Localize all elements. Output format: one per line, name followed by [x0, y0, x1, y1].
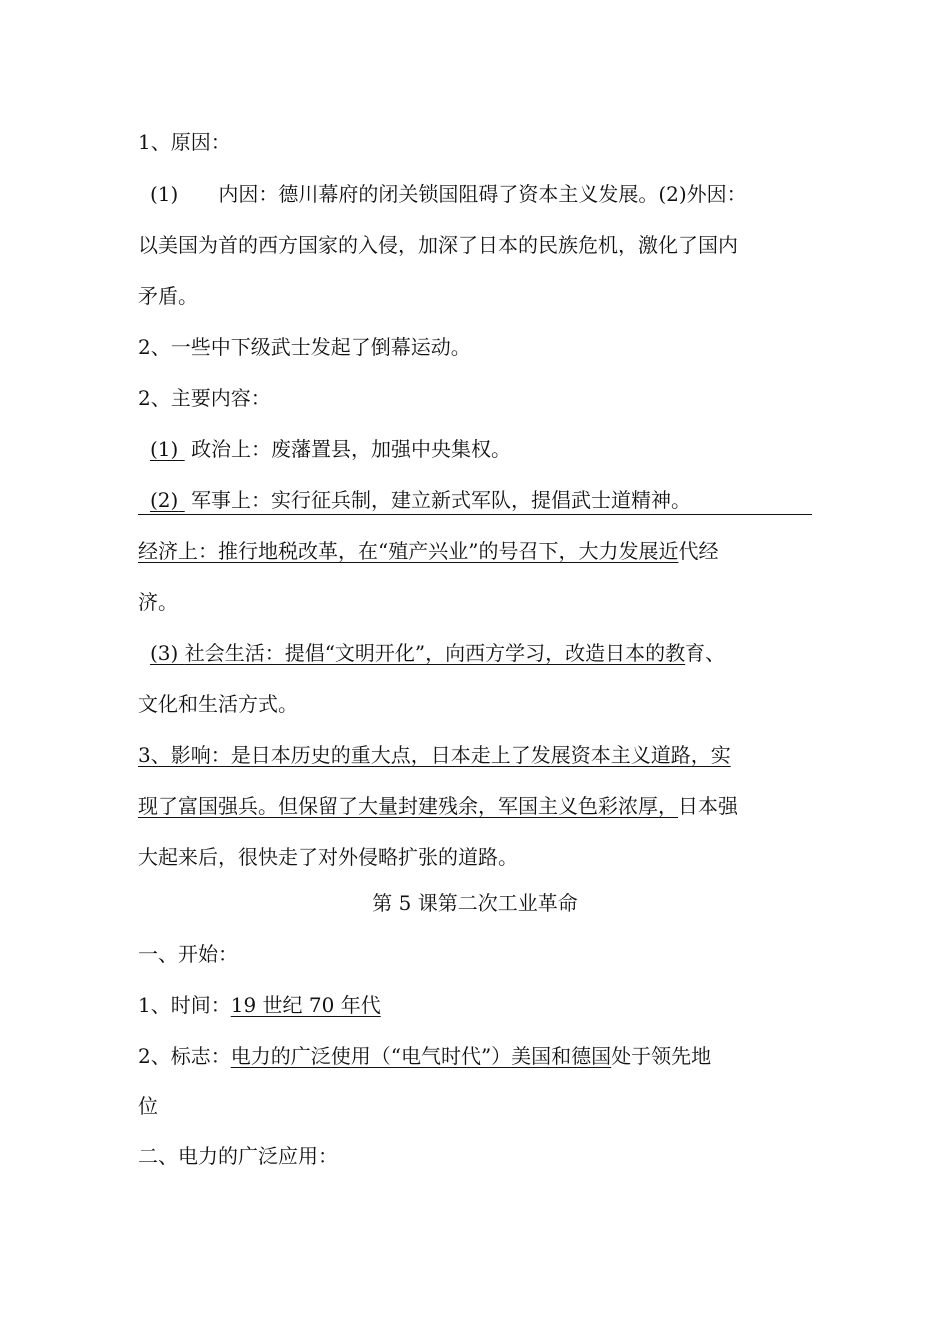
- line-economy: 经济上：推行地税改革，在“殖产兴业”的号召下，大力发展近代经: [138, 539, 719, 563]
- line-internal-cause: (1) 内因：德川幕府的闭关锁国阻碍了资本主义发展。(2)外因：: [150, 182, 747, 206]
- line-text: 位: [138, 1094, 158, 1118]
- line-text: 2、一些中下级武士发起了倒幕运动。: [138, 335, 471, 359]
- line-impact-cont: 现了富国强兵。但保留了大量封建残余，军国主义色彩浓厚，日本强: [138, 794, 738, 818]
- line-text: 大起来后，很快走了对外侵略扩张的道路。: [138, 845, 518, 869]
- line-external-cause: 以美国为首的西方国家的入侵，加深了日本的民族危机，激化了国内: [138, 233, 738, 257]
- item-marker: (1): [150, 182, 179, 206]
- line-section-heading: 二、电力的广泛应用：: [138, 1144, 338, 1168]
- line-text: 济。: [138, 590, 178, 614]
- item-marker: (1): [150, 437, 179, 461]
- line-start-heading: 一、开始：: [138, 942, 238, 966]
- line-sign: 2、标志：电力的广泛使用（“电气时代”）美国和德国处于领先地: [138, 1044, 712, 1068]
- line-text: 文化和生活方式。: [138, 692, 298, 716]
- item-marker: (2): [150, 488, 179, 512]
- line-reason-heading: 1、原因：: [138, 130, 231, 154]
- line-text: 矛盾。: [138, 284, 198, 308]
- item-marker: (3): [150, 641, 179, 665]
- horizontal-rule: [138, 514, 812, 515]
- line-time: 1、时间：19 世纪 70 年代: [138, 993, 381, 1017]
- line-politics: (1) 政治上：废藩置县，加强中央集权。: [150, 437, 512, 461]
- line-impact: 3、影响：是日本历史的重大点，日本走上了发展资本主义道路，实: [138, 743, 731, 767]
- line-military: (2) 军事上：实行征兵制，建立新式军队，提倡武士道精神。: [150, 488, 692, 512]
- line-social-life: (3) 社会生活：提倡“文明开化”，向西方学习，改造日本的教育、: [150, 641, 726, 665]
- lesson-title: 第 5 课第二次工业革命: [372, 891, 578, 915]
- line-content-heading: 2、主要内容：: [138, 386, 271, 410]
